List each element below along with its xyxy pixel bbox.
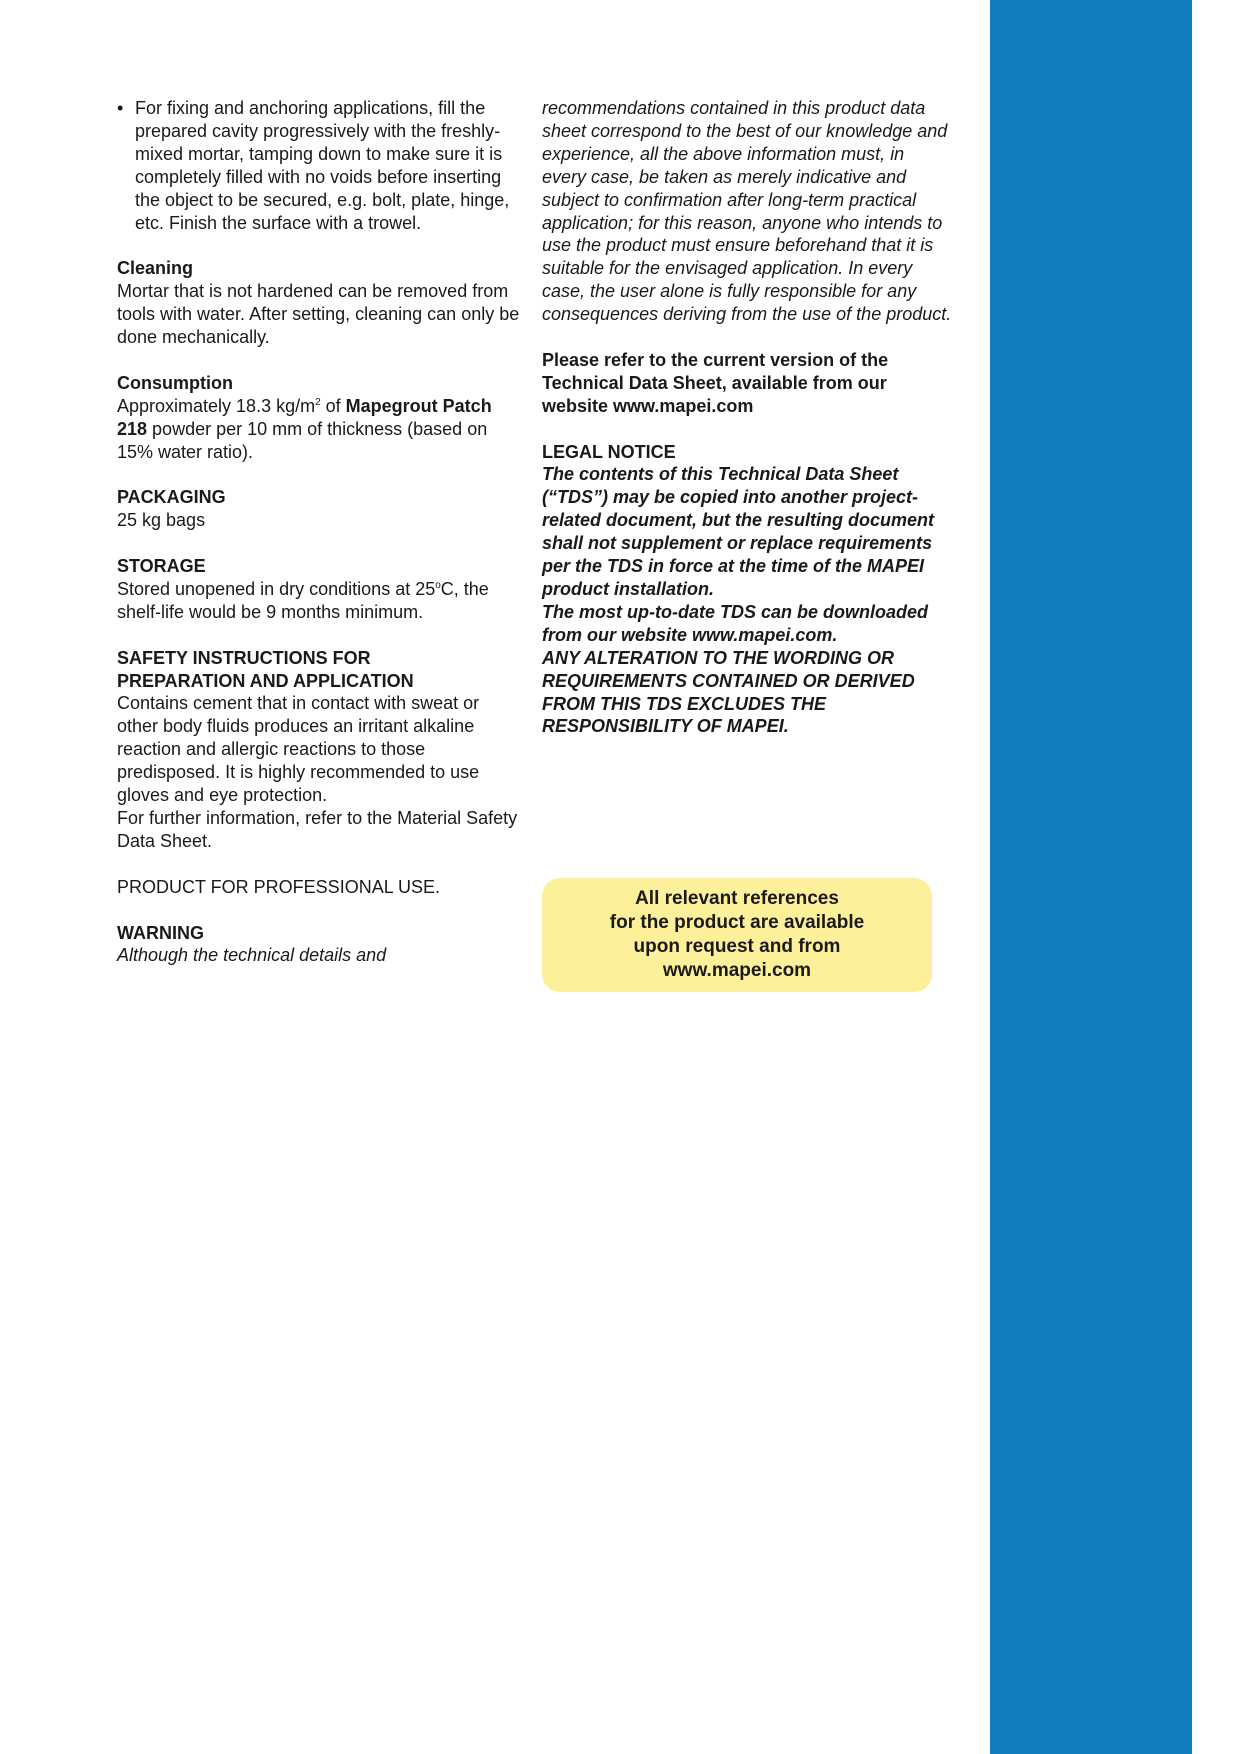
cleaning-body: Mortar that is not hardened can be removed from tools with water. After setting, cleaning can only be done mechanically.	[117, 281, 520, 348]
application-bullet	[117, 97, 522, 234]
storage-body: Stored unopened in dry conditions at 25$^o$C, the shelf-life would be 9 months minimum.	[117, 578, 489, 622]
application-bullet-text: For fixing and anchoring applications, fill the prepared cavity progressively with the freshly-mixed mortar, tamping down to make sure it is completely filled with no voids before inserting the object to be secured, e.g. bolt, plate, hinge, etc. Finish the surface with a trowel.	[135, 98, 510, 233]
side-accent-band	[990, 0, 1192, 1754]
safety-body: Contains cement that in contact with sweat or other body fluids produces an irritant alkaline reaction and allergic reactions to those predisposed. It is highly recommended to use gloves and eye protection.	[117, 693, 480, 806]
safety-further: For further information, refer to the Material Safety Data Sheet.	[117, 808, 518, 851]
note-line-4: www.mapei.com	[662, 960, 812, 981]
refer-tds: Please refer to the current version of the Technical Data Sheet, available from our website www.mapei.com	[542, 349, 889, 416]
note-line-1: All relevant references	[635, 888, 839, 909]
legal-notice-p2: The most up-to-date TDS can be downloaded from our website www.mapei.com.	[542, 601, 929, 645]
safety-heading: SAFETY INSTRUCTIONS FOR PREPARATION AND APPLICATION	[117, 647, 414, 691]
cleaning-heading: Cleaning	[117, 258, 194, 279]
packaging-heading: PACKAGING	[117, 487, 226, 508]
packaging-body: 25 kg bags	[117, 510, 206, 531]
warning-body: Although the technical details and	[117, 945, 387, 966]
legal-notice-heading: LEGAL NOTICE	[542, 441, 676, 462]
warning-heading: WARNING	[117, 922, 204, 943]
note-line-2: for the product are available	[609, 912, 865, 933]
references-note-box	[542, 878, 932, 992]
professional-use: PRODUCT FOR PROFESSIONAL USE.	[117, 876, 441, 897]
legal-notice-p3: ANY ALTERATION TO THE WORDING OR REQUIREMENTS CONTAINED OR DERIVED FROM THIS TDS EXCLUDES THE RESPONSIBILITY OF MAPEI.	[542, 647, 915, 737]
consumption-heading: Consumption	[117, 372, 233, 393]
storage-heading: STORAGE	[117, 556, 206, 577]
left-column	[117, 97, 522, 967]
right-column	[542, 97, 952, 738]
note-line-3: upon request and from	[633, 936, 841, 957]
consumption-body: Approximately 18.3 $kg/m^2$ of Mapegrout Patch 218 powder per 10 mm of thickness (based on 15% water ratio).	[117, 395, 492, 462]
legal-notice-p1: The contents of this Technical Data Sheet (“TDS”) may be copied into another project-related document, but the resulting document shall not supplement or replace requirements per the TDS in force at the time of the MAPEI product installation.	[542, 464, 935, 599]
warning-continued: recommendations contained in this product data sheet correspond to the best of our knowledge and experience, all the above information must, in every case, be taken as merely indicative and subject to confirmation after long-term practical application; for this reason, anyone who intends to use the product must ensure beforehand that it is suitable for the envisaged application. In every case, the user alone is fully responsible for any consequences deriving from the use of the product.	[542, 98, 952, 325]
bullet-dot-icon: •	[117, 98, 124, 118]
